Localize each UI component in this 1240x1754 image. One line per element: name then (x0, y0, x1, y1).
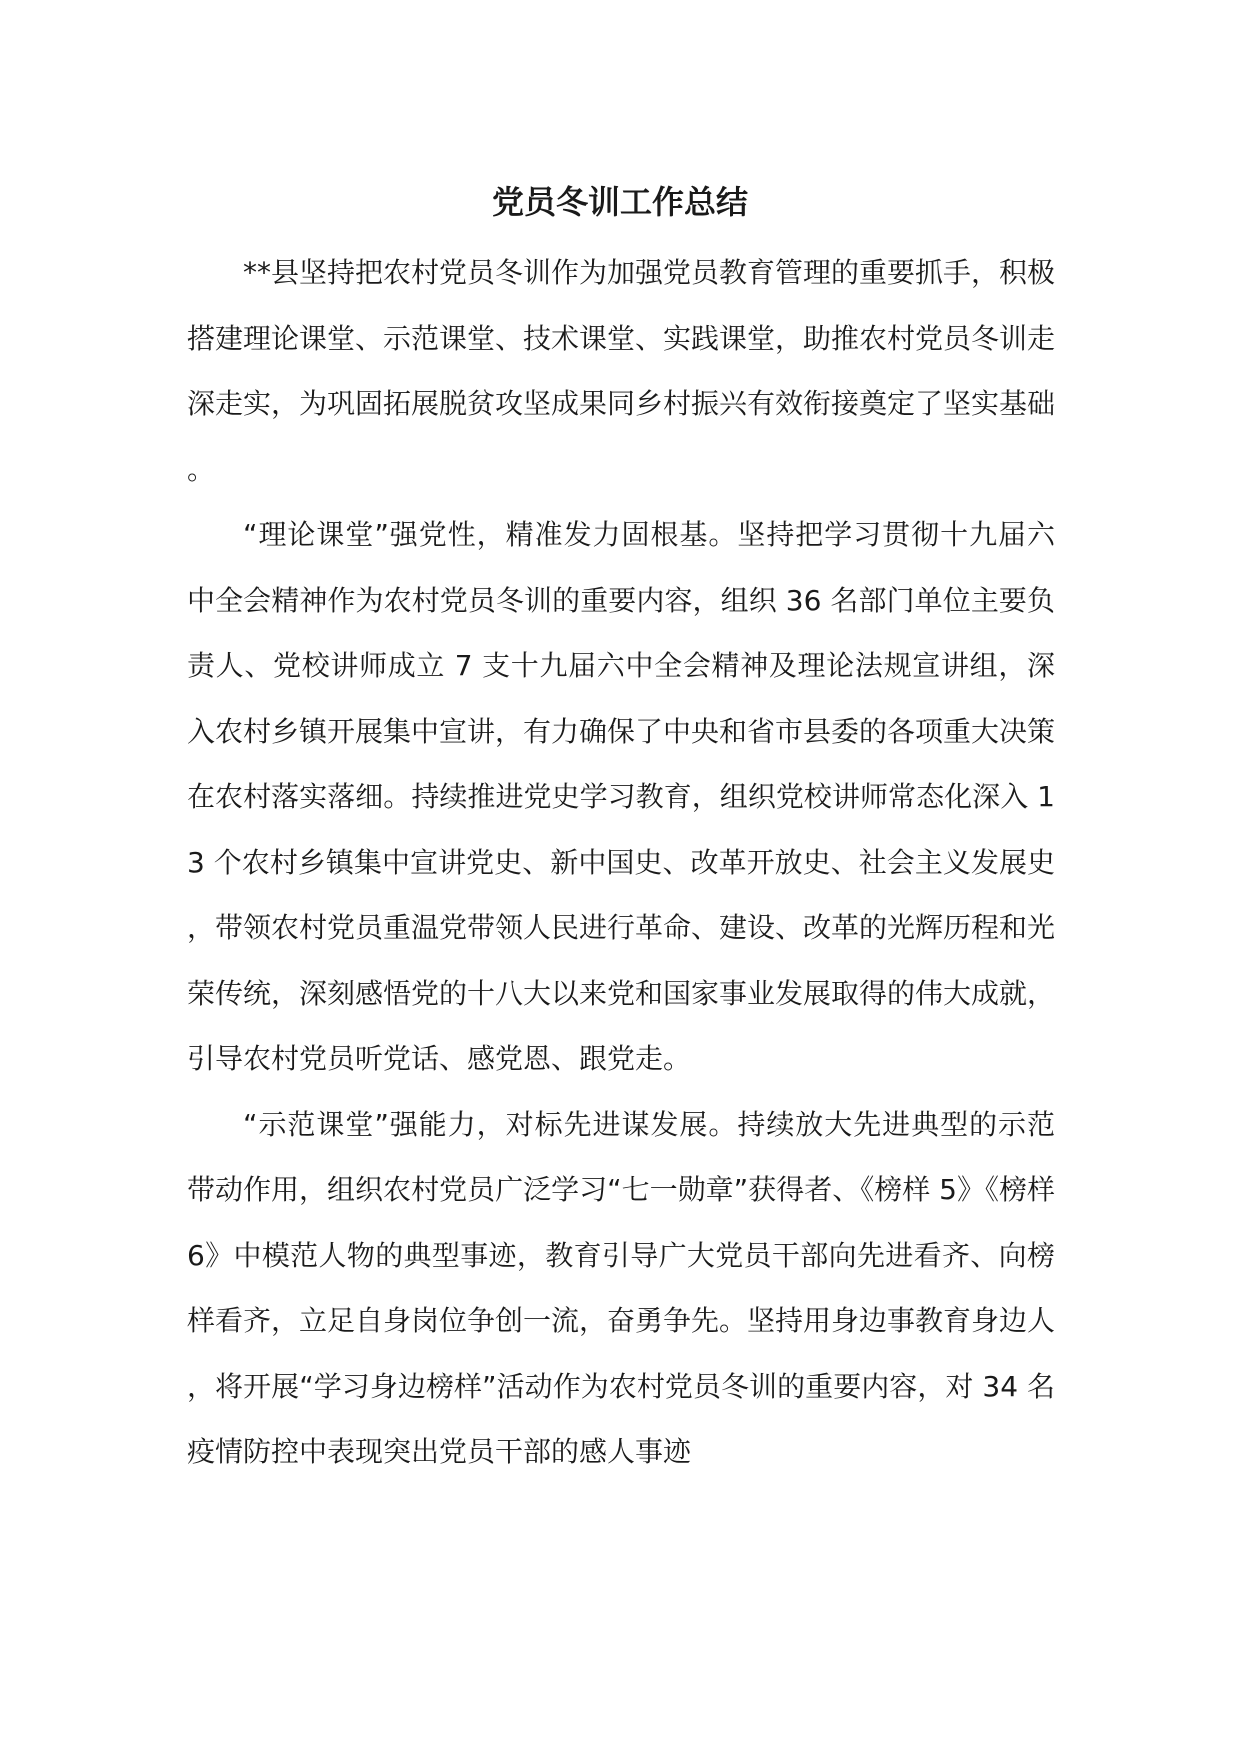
paragraph-intro: **县坚持把农村党员冬训作为加强党员教育管理的重要抓手，积极搭建理论课堂、示范课堂、技术课堂、实践课堂，助推农村党员冬训走深走实，为巩固拓展脱贫攻坚成果同乡村振兴有效衔接奠定了坚实基础。 (187, 256, 1056, 486)
paragraph-demonstration-classroom: “示范课堂”强能力，对标先进谋发展。持续放大先进典型的示范带动作用，组织农村党员广泛学习“七一勋章”获得者、《榜样 5》《榜样 6》中模范人物的典型事迹，教育引导广大党员干部向先进看齐、向榜样看齐，立足自身岗位争创一流，奋勇争先。坚持用身边事教育身边人，将开展“学习身边榜样”活动作为农村党员冬训的重要内容，对 34 名疫情防控中表现突出党员干部的感人事迹 (187, 1107, 1056, 1468)
document-title: 党员冬训工作总结 (491, 183, 748, 221)
document-body (187, 240, 1055, 1485)
paragraph-theory-classroom: “理论课堂”强党性，精准发力固根基。坚持把学习贯彻十九届六中全会精神作为农村党员冬训的重要内容，组织 36 名部门单位主要负责人、党校讲师成立 7 支十九届六中全会精神及理论法规宣讲组，深入农村乡镇开展集中宣讲，有力确保了中央和省市县委的各项重大决策在农村落实落细。持续推进党史学习教育，组织党校讲师常态化深入 13 个农村乡镇集中宣讲党史、新中国史、改革开放史、社会主义发展史，带领农村党员重温党带领人民进行革命、建设、改革的光辉历程和光荣传统，深刻感悟党的十八大以来党和国家事业发展取得的伟大成就，引导农村党员听党话、感党恩、跟党走。 (187, 518, 1056, 1075)
